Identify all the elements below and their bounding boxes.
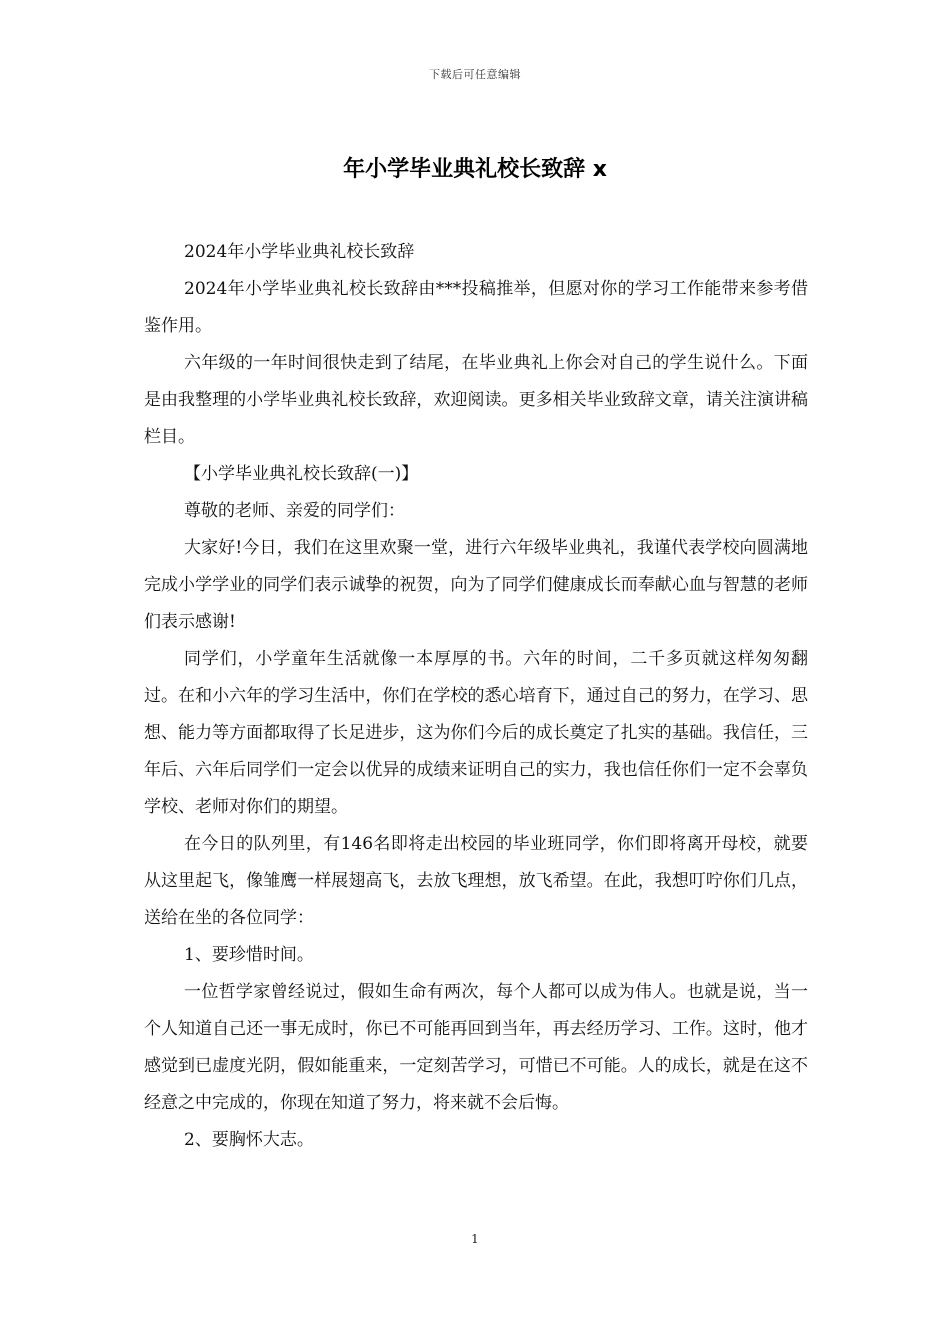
paragraph: 2024年小学毕业典礼校长致辞 bbox=[184, 242, 415, 262]
paragraph: 在今日的队列里，有146名即将走出校园的毕业班同学，你们即将离开母校，就要从这里起飞，像雏鹰一样展翅高飞，去放飞理想，放飞希望。在此，我想叮咛你们几点，送给在坐的各位同学： bbox=[144, 834, 808, 928]
page-number: 1 bbox=[471, 1232, 479, 1246]
paragraph: 一位哲学家曾经说过，假如生命有两次，每个人都可以成为伟人。也就是说，当一个人知道自己还一事无成时，你已不可能再回到当年，再去经历学习、工作。这时，他才感觉到已虚度光阴，假如能重来，一定刻苦学习，可惜已不可能。人的成长，就是在这不经意之中完成的，你现在知道了努力，将来就不会后悔。 bbox=[144, 982, 808, 1113]
document-body bbox=[144, 234, 808, 1159]
paragraph: 尊敬的老师、亲爱的同学们： bbox=[184, 501, 405, 521]
paragraph: 【小学毕业典礼校长致辞(一)】 bbox=[184, 464, 419, 484]
paragraph: 2、要胸怀大志。 bbox=[184, 1130, 314, 1150]
document-title: 年小学毕业典礼校长致辞 x bbox=[343, 157, 607, 182]
paragraph: 大家好!今日，我们在这里欢聚一堂，进行六年级毕业典礼，我谨代表学校向圆满地完成小学学业的同学们表示诚挚的祝贺，向为了同学们健康成长而奉献心血与智慧的老师们表示感谢! bbox=[144, 538, 808, 632]
paragraph: 2024年小学毕业典礼校长致辞由***投稿推举，但愿对你的学习工作能带来参考借鉴作用。 bbox=[144, 279, 808, 336]
paragraph: 六年级的一年时间很快走到了结尾，在毕业典礼上你会对自己的学生说什么。下面是由我整理的小学毕业典礼校长致辞，欢迎阅读。更多相关毕业致辞文章，请关注演讲稿栏目。 bbox=[144, 353, 808, 447]
paragraph: 1、要珍惜时间。 bbox=[184, 945, 314, 965]
paragraph: 同学们，小学童年生活就像一本厚厚的书。六年的时间，二千多页就这样匆匆翻过。在和小六年的学习生活中，你们在学校的悉心培育下，通过自己的努力，在学习、思想、能力等方面都取得了长足进步，这为你们今后的成长奠定了扎实的基础。我信任，三年后、六年后同学们一定会以优异的成绩来证明自己的实力，我也信任你们一定不会辜负学校、老师对你们的期望。 bbox=[144, 649, 808, 817]
header-note: 下载后可任意编辑 bbox=[429, 68, 521, 81]
